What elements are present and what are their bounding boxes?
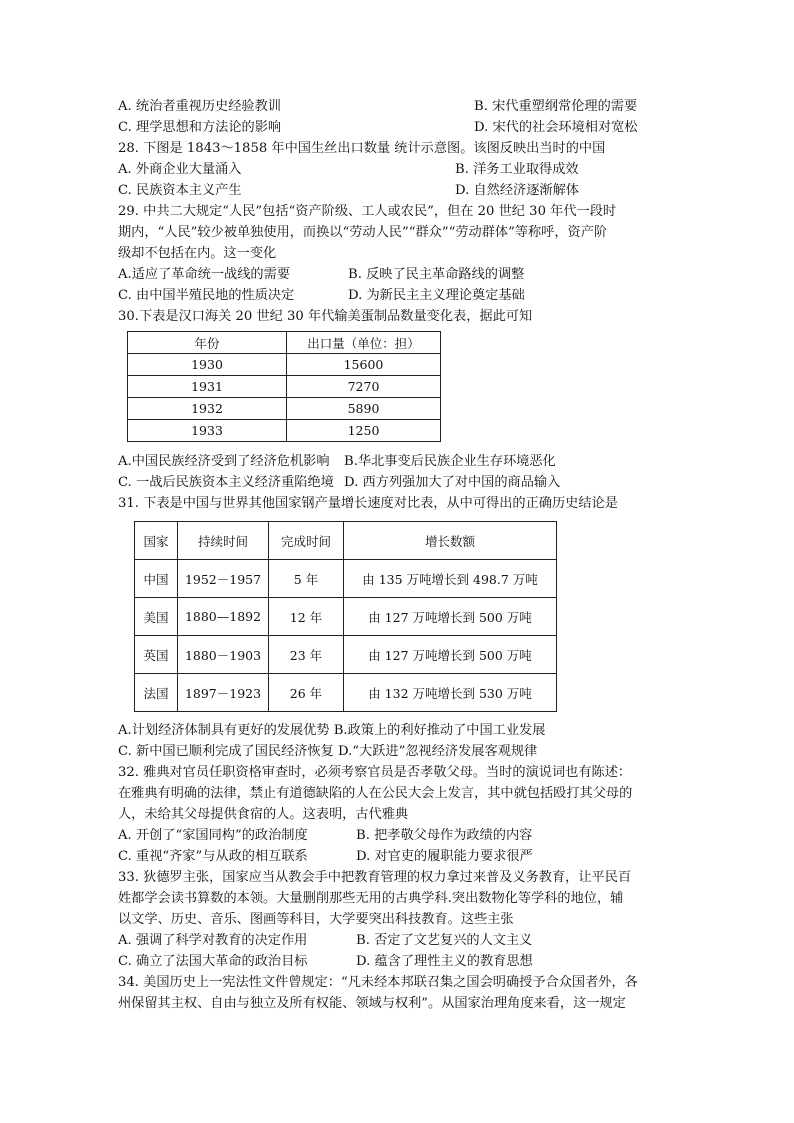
q33-option-b: B. 否定了文艺复兴的人文主义 bbox=[356, 933, 533, 948]
q31-stem: 31. 下表是中国与世界其他国家钢产量增长速度对比表，从中可得出的正确历史结论是 bbox=[118, 496, 618, 511]
q32-option-row-2 bbox=[118, 847, 533, 866]
q30-option-row-2 bbox=[118, 473, 561, 492]
q30-option-d: D. 西方列强加大了对中国的商品输入 bbox=[344, 475, 561, 490]
table-cell: 1952－1957 bbox=[178, 560, 269, 598]
q30-export-table bbox=[127, 331, 441, 442]
table-row bbox=[135, 636, 557, 674]
q29-option-c: C. 由中国半殖民地的性质决定 bbox=[118, 288, 295, 303]
q29-stem-line-3: 级却不包括在内。这一变化 bbox=[118, 246, 277, 261]
q29-option-d: D. 为新民主主义理论奠定基础 bbox=[348, 288, 525, 303]
q28-option-d: D. 自然经济逐渐解体 bbox=[455, 183, 579, 198]
table-header-cell: 年份 bbox=[128, 332, 287, 354]
q28-option-row-2 bbox=[118, 181, 579, 200]
q33-option-c: C. 确立了法国大革命的政治目标 bbox=[118, 954, 308, 969]
table-cell: 英国 bbox=[135, 636, 178, 674]
q30-option-row-1 bbox=[118, 452, 556, 471]
q33-option-row-2 bbox=[118, 952, 533, 971]
q33-stem-line-2: 姓都学会读书算数的本领。大量删削那些无用的古典学科.突出数物化等学科的地位，辅 bbox=[118, 891, 624, 906]
table-cell: 1930 bbox=[128, 354, 287, 376]
q30-stem: 30.下表是汉口海关 20 世纪 30 年代输美蛋制品数量变化表，据此可知 bbox=[118, 309, 533, 324]
table-cell: 法国 bbox=[135, 674, 178, 712]
table-row bbox=[128, 354, 441, 376]
table-header-cell: 增长数额 bbox=[344, 522, 557, 560]
q33-stem-line-1: 33. 狄德罗主张，国家应当从教会手中把教育管理的权力拿过来普及义务教育，让平民百 bbox=[118, 870, 632, 885]
q32-option-a: A. 开创了“家国同构”的政治制度 bbox=[118, 828, 308, 843]
table-cell: 1897－1923 bbox=[178, 674, 269, 712]
table-row bbox=[128, 376, 441, 398]
table-header-cell: 出口量（单位：担） bbox=[287, 332, 441, 354]
q27-option-b: B. 宋代重塑纲常伦理的需要 bbox=[474, 99, 638, 114]
table-cell: 1933 bbox=[128, 420, 287, 442]
table-cell: 1932 bbox=[128, 398, 287, 420]
q29-stem-line-2: 期内，“人民”较少被单独使用，而换以“劳动人民”“群众”“劳动群体”等称呼，资产阶 bbox=[118, 225, 608, 240]
table-cell: 中国 bbox=[135, 560, 178, 598]
q33-stem-line-3: 以文学、历史、音乐、图画等科目，大学要突出科技教育。这些主张 bbox=[118, 912, 514, 927]
table-cell: 由 127 万吨增长到 500 万吨 bbox=[344, 636, 557, 674]
table-cell: 5890 bbox=[287, 398, 441, 420]
table-header-cell: 完成时间 bbox=[269, 522, 344, 560]
q31-option-row-1: A.计划经济体制具有更好的发展优势 B.政策上的利好推动了中国工业发展 bbox=[118, 723, 546, 738]
q34-stem-line-2: 州保留其主权、自由与独立及所有权能、领域与权利”。从国家治理角度来看，这一规定 bbox=[118, 996, 626, 1011]
table-row bbox=[128, 398, 441, 420]
q29-option-b: B. 反映了民主革命路线的调整 bbox=[348, 267, 525, 282]
table-cell: 5 年 bbox=[269, 560, 344, 598]
q32-stem-line-3: 人，未给其父母提供食宿的人。这表明，古代雅典 bbox=[118, 807, 409, 822]
table-cell: 26 年 bbox=[269, 674, 344, 712]
q32-option-c: C. 重视“齐家”与从政的相互联系 bbox=[118, 849, 308, 864]
q30-option-c: C. 一战后民族资本主义经济重陷绝境 bbox=[118, 475, 334, 490]
table-header-cell: 国家 bbox=[135, 522, 178, 560]
q32-stem-line-1: 32. 雅典对官员任职资格审查时，必须考察官员是否孝敬父母。当时的演说词也有陈述： bbox=[118, 765, 632, 780]
q30-option-a: A.中国民族经济受到了经济危机影响 bbox=[118, 454, 330, 469]
q32-option-d: D. 对官吏的履职能力要求很严 bbox=[356, 849, 533, 864]
table-cell: 1880－1903 bbox=[178, 636, 269, 674]
q29-option-row-2 bbox=[118, 286, 525, 305]
table-row bbox=[135, 560, 557, 598]
table-cell: 美国 bbox=[135, 598, 178, 636]
q28-option-a: A. 外商企业大量涌入 bbox=[118, 162, 242, 177]
q28-option-b: B. 洋务工业取得成效 bbox=[455, 162, 579, 177]
table-cell: 15600 bbox=[287, 354, 441, 376]
table-cell: 由 127 万吨增长到 500 万吨 bbox=[344, 598, 557, 636]
table-header-cell: 持续时间 bbox=[178, 522, 269, 560]
table-row bbox=[128, 420, 441, 442]
q31-option-row-2: C. 新中国已顺利完成了国民经济恢复 D.“大跃进”忽视经济发展客观规律 bbox=[118, 744, 538, 759]
q32-option-b: B. 把孝敬父母作为政绩的内容 bbox=[356, 828, 533, 843]
q28-option-row-1 bbox=[118, 160, 579, 179]
table-cell: 由 135 万吨增长到 498.7 万吨 bbox=[344, 560, 557, 598]
q33-option-d: D. 蕴含了理性主义的教育思想 bbox=[356, 954, 533, 969]
q32-option-row-1 bbox=[118, 826, 533, 845]
q27-option-row-1 bbox=[118, 97, 638, 116]
table-cell: 1250 bbox=[287, 420, 441, 442]
table-row bbox=[135, 598, 557, 636]
q29-option-row-1 bbox=[118, 265, 525, 284]
q34-stem-line-1: 34. 美国历史上一宪法性文件曾规定：“凡未经本邦联召集之国会明确授予合众国者外，各 bbox=[118, 975, 638, 990]
q27-option-a: A. 统治者重视历史经验教训 bbox=[118, 99, 281, 114]
q33-option-a: A. 强调了科学对教育的决定作用 bbox=[118, 933, 308, 948]
q27-option-row-2 bbox=[118, 118, 638, 137]
table-cell: 由 132 万吨增长到 530 万吨 bbox=[344, 674, 557, 712]
q29-stem-line-1: 29. 中共二大规定“人民”包括“资产阶级、工人或农民”，但在 20 世纪 30 年代一段时 bbox=[118, 204, 617, 219]
table-cell: 7270 bbox=[287, 376, 441, 398]
q28-option-c: C. 民族资本主义产生 bbox=[118, 183, 242, 198]
table-header-row bbox=[135, 522, 557, 560]
table-row bbox=[135, 674, 557, 712]
q30-option-b: B.华北事变后民族企业生存环境恶化 bbox=[344, 454, 556, 469]
table-cell: 1880—1892 bbox=[178, 598, 269, 636]
q27-option-d: D. 宋代的社会环境相对宽松 bbox=[474, 120, 638, 135]
table-header-row bbox=[128, 332, 441, 354]
q27-option-c: C. 理学思想和方法论的影响 bbox=[118, 120, 282, 135]
q33-option-row-1 bbox=[118, 931, 533, 950]
table-cell: 12 年 bbox=[269, 598, 344, 636]
q31-steel-table bbox=[134, 521, 557, 712]
q28-stem: 28. 下图是 1843～1858 年中国生丝出口数量 统计示意图。该图反映出当时的中国 bbox=[118, 141, 606, 156]
q32-stem-line-2: 在雅典有明确的法律，禁止有道德缺陷的人在公民大会上发言，其中就包括殴打其父母的 bbox=[118, 786, 633, 801]
table-cell: 1931 bbox=[128, 376, 287, 398]
table-cell: 23 年 bbox=[269, 636, 344, 674]
q29-option-a: A.适应了革命统一战线的需要 bbox=[118, 267, 290, 282]
